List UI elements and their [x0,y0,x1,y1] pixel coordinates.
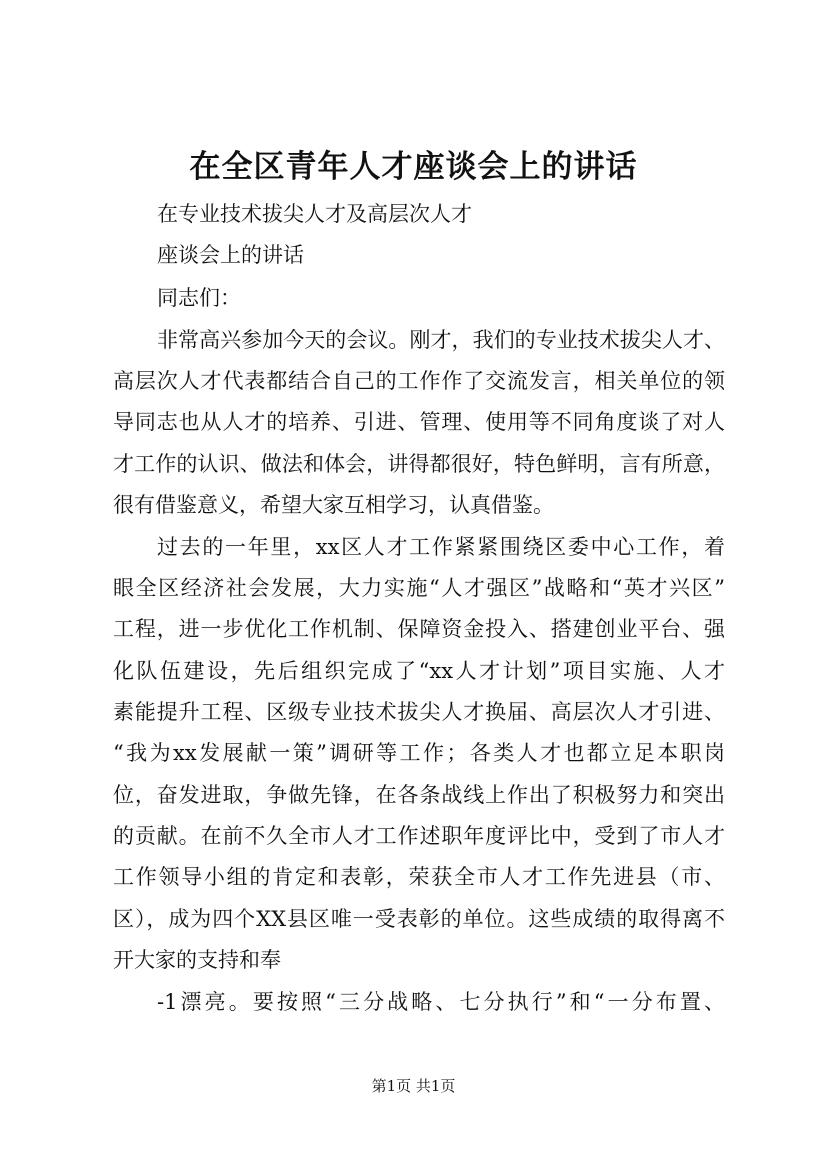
subtitle-line-1: 在专业技术拔尖人才及高层次人才 [157,202,472,226]
paragraph-line: 过去的一年里，xx区人才工作紧紧围绕区委中心工作，着 [157,535,725,559]
paragraph-line: 眼全区经济社会发展，大力实施“人才强区”战略和“英才兴区” [113,576,725,600]
salutation: 同志们： [157,286,241,310]
paragraph-line: “我为xx发展献一策”调研等工作；各类人才也都立足本职岗 [113,741,725,765]
paragraph-line: 开大家的支持和奉 [113,948,281,972]
paragraph-line: 才工作的认识、做法和体会，讲得都很好，特色鲜明，言有所意， [113,452,725,476]
paragraph-line: 位，奋发进取，争做先锋，在各条战线上作出了积极努力和突出 [113,783,725,807]
subtitle-line-2: 座谈会上的讲话 [157,243,304,267]
paragraph-line: 高层次人才代表都结合自己的工作作了交流发言，相关单位的领 [113,369,725,393]
paragraph-line: 非常高兴参加今天的会议。刚才，我们的专业技术拔尖人才、 [157,328,725,352]
paragraph-line: 工作领导小组的肯定和表彰，荣获全市人才工作先进县（市、 [113,865,725,889]
paragraph-line: 区），成为四个XX县区唯一受表彰的单位。这些成绩的取得离不 [113,907,725,931]
page-footer: 第1页 共1页 [371,1077,456,1095]
paragraph-line: 素能提升工程、区级专业技术拔尖人才换届、高层次人才引进、 [113,700,725,724]
paragraph-line: 工程，进一步优化工作机制、保障资金投入、搭建创业平台、强 [113,617,725,641]
paragraph-line: 很有借鉴意义，希望大家互相学习，认真借鉴。 [113,493,554,517]
paragraph-line: 化队伍建设，先后组织完成了“xx人才计划”项目实施、人才 [113,659,725,683]
paragraph-line: -1漂亮。要按照“三分战略、七分执行”和“一分布置、 [157,990,725,1014]
paragraph-line: 的贡献。在前不久全市人才工作述职年度评比中，受到了市人才 [113,824,725,848]
document-title: 在全区青年人才座谈会上的讲话 [189,149,638,185]
paragraph-line: 导同志也从人才的培养、引进、管理、使用等不同角度谈了对人 [113,410,725,434]
